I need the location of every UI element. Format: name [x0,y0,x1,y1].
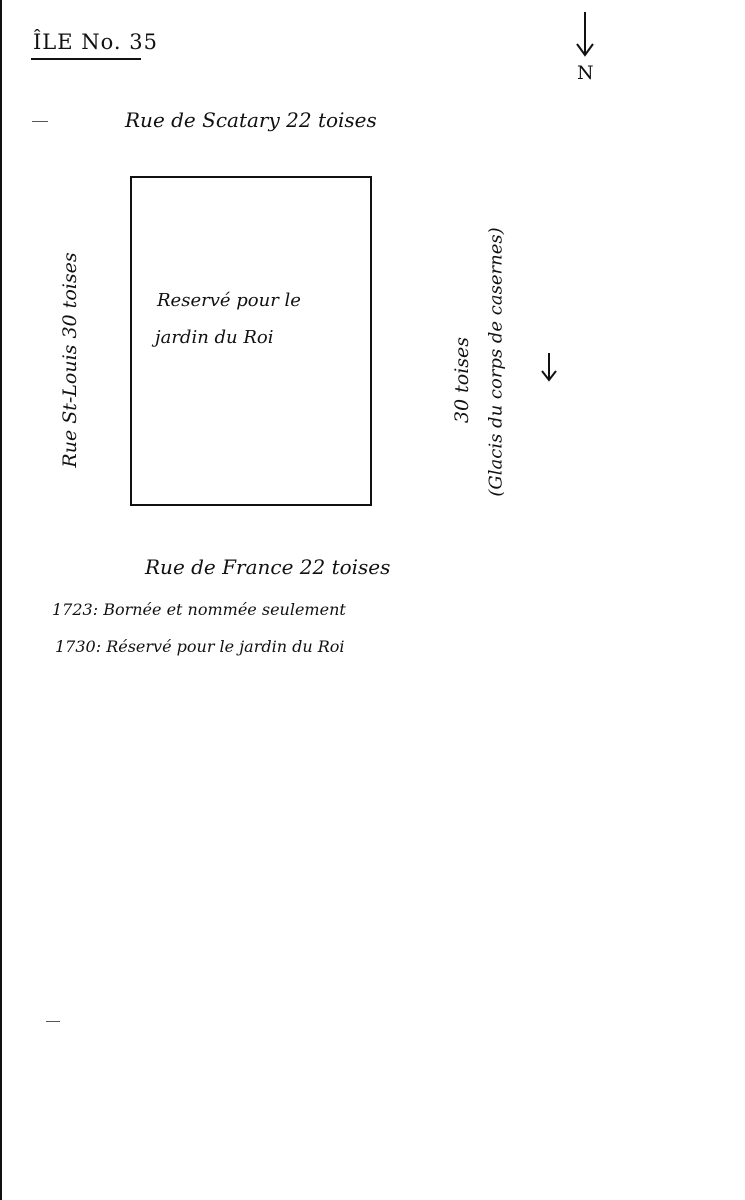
scan-speck [32,121,48,122]
page-left-edge [0,0,2,1200]
street-label-bottom: Rue de France 22 toises [145,555,391,579]
history-note: 1723: Bornée et nommée seulement [52,600,346,619]
history-note: 1730: Réservé pour le jardin du Roi [55,637,345,656]
down-arrow-icon [539,352,559,382]
north-arrow-icon [572,10,598,58]
side-dimension-label: 30 toises [451,336,473,424]
title-underline [31,58,141,60]
scan-speck [46,1021,60,1022]
plot-label-line-1: Reservé pour le [157,290,301,311]
glacis-note: (Glacis du corps de casernes) [485,227,507,497]
street-label-top: Rue de Scatary 22 toises [125,108,377,132]
street-label-left: Rue St-Louis 30 toises [59,252,81,468]
north-label: N [577,62,594,84]
page-title: ÎLE No. 35 [33,30,158,54]
plot-label-line-2: jardin du Roi [155,327,274,348]
